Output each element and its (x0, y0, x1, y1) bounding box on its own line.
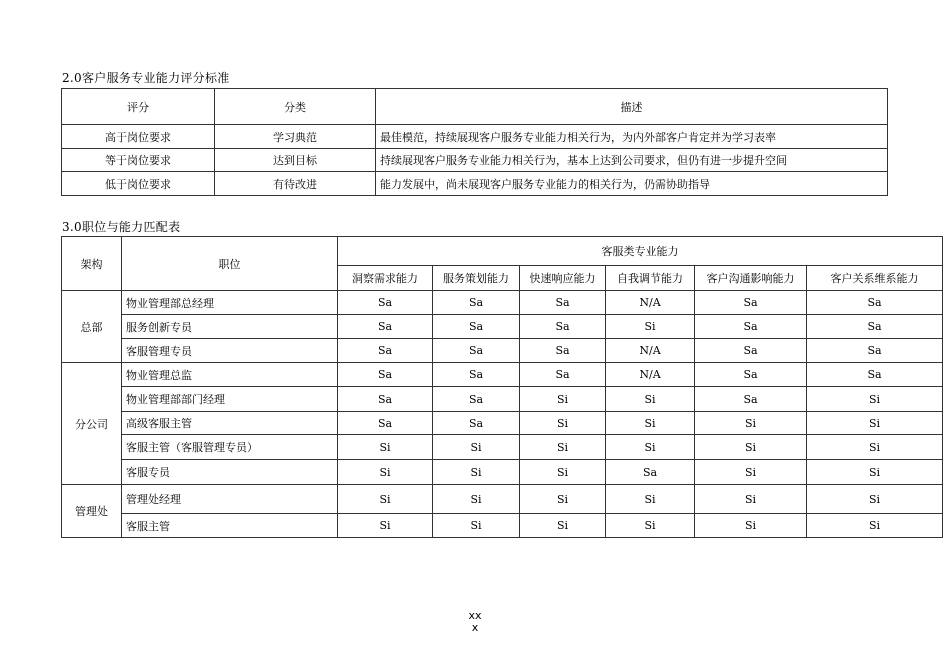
description-cell: 能力发展中，尚未展现客户服务专业能力的相关行为，仍需协助指导 (376, 172, 888, 196)
position-cell: 物业管理部部门经理 (122, 387, 338, 412)
value-cell: Si (606, 485, 695, 514)
header-competency: 服务策划能力 (433, 266, 520, 291)
value-cell: Sa (520, 315, 606, 339)
position-cell: 客服管理专员 (122, 339, 338, 363)
position-cell: 管理处经理 (122, 485, 338, 514)
value-cell: Sa (433, 363, 520, 387)
value-cell: N/A (606, 339, 695, 363)
position-cell: 高级客服主管 (122, 412, 338, 435)
category-cell: 学习典范 (215, 125, 376, 149)
value-cell: Si (520, 460, 606, 485)
value-cell: Si (807, 485, 943, 514)
value-cell: Si (338, 460, 433, 485)
header-rating: 评分 (62, 89, 215, 125)
value-cell: Si (807, 435, 943, 460)
rating-cell: 高于岗位要求 (62, 125, 215, 149)
description-cell: 持续展现客户服务专业能力相关行为，基本上达到公司要求，但仍有进一步提升空间 (376, 149, 888, 172)
rating-cell: 低于岗位要求 (62, 172, 215, 196)
table-row (62, 514, 943, 538)
position-cell: 物业管理总监 (122, 363, 338, 387)
value-cell: Si (695, 485, 807, 514)
table-row (62, 291, 943, 315)
value-cell: Sa (433, 291, 520, 315)
org-cell: 总部 (62, 291, 122, 363)
value-cell: Sa (433, 339, 520, 363)
value-cell: Si (433, 485, 520, 514)
table-row (62, 339, 943, 363)
table-row (62, 363, 943, 387)
value-cell: Sa (695, 315, 807, 339)
value-cell: Sa (807, 363, 943, 387)
competency-header-row (62, 237, 943, 266)
category-cell: 有待改进 (215, 172, 376, 196)
value-cell: Si (606, 412, 695, 435)
table-row (62, 412, 943, 435)
header-competency: 客户沟通影响能力 (695, 266, 807, 291)
table-row (62, 172, 888, 196)
value-cell: Sa (520, 339, 606, 363)
table-row (62, 125, 888, 149)
position-cell: 服务创新专员 (122, 315, 338, 339)
value-cell: Si (606, 514, 695, 538)
org-cell: 分公司 (62, 363, 122, 485)
value-cell: Sa (520, 363, 606, 387)
value-cell: Sa (520, 291, 606, 315)
table-row (62, 460, 943, 485)
position-cell: 客服专员 (122, 460, 338, 485)
value-cell: Sa (606, 460, 695, 485)
value-cell: Si (433, 514, 520, 538)
header-competency: 快速响应能力 (520, 266, 606, 291)
header-description: 描述 (376, 89, 888, 125)
value-cell: Sa (695, 339, 807, 363)
header-category: 分类 (215, 89, 376, 125)
value-cell: Sa (695, 291, 807, 315)
value-cell: Si (606, 435, 695, 460)
position-cell: 客服主管 (122, 514, 338, 538)
value-cell: Sa (338, 363, 433, 387)
value-cell: Si (433, 460, 520, 485)
rating-header-row (62, 89, 888, 125)
org-cell: 管理处 (62, 485, 122, 538)
header-competency: 自我调节能力 (606, 266, 695, 291)
value-cell: Sa (338, 387, 433, 412)
value-cell: Si (695, 514, 807, 538)
value-cell: Sa (338, 315, 433, 339)
header-competency: 客户关系维系能力 (807, 266, 943, 291)
category-cell: 达到目标 (215, 149, 376, 172)
value-cell: Si (606, 387, 695, 412)
header-position: 职位 (122, 237, 338, 291)
value-cell: Sa (433, 387, 520, 412)
footer-line-2: x (471, 621, 479, 634)
position-cell: 物业管理部总经理 (122, 291, 338, 315)
section-2-title: 3.0职位与能力匹配表 (62, 220, 181, 234)
table-row (62, 315, 943, 339)
value-cell: Sa (433, 412, 520, 435)
value-cell: Si (433, 435, 520, 460)
value-cell: Sa (807, 291, 943, 315)
value-cell: Sa (338, 291, 433, 315)
value-cell: Sa (695, 387, 807, 412)
value-cell: Si (606, 315, 695, 339)
table-row (62, 435, 943, 460)
footer-line-1: xx (468, 609, 482, 622)
rating-standard-table (61, 88, 888, 196)
value-cell: Si (520, 485, 606, 514)
value-cell: Si (807, 412, 943, 435)
value-cell: Si (338, 514, 433, 538)
table-row (62, 149, 888, 172)
value-cell: Si (807, 460, 943, 485)
description-cell: 最佳模范，持续展现客户服务专业能力相关行为，为内外部客户肯定并为学习表率 (376, 125, 888, 149)
header-org: 架构 (62, 237, 122, 291)
position-competency-table (61, 236, 943, 538)
value-cell: Sa (338, 339, 433, 363)
value-cell: Si (520, 387, 606, 412)
value-cell: Si (695, 412, 807, 435)
value-cell: Si (807, 514, 943, 538)
value-cell: Sa (338, 412, 433, 435)
value-cell: Si (807, 387, 943, 412)
value-cell: Sa (807, 339, 943, 363)
header-competency: 洞察需求能力 (338, 266, 433, 291)
value-cell: N/A (606, 363, 695, 387)
rating-cell: 等于岗位要求 (62, 149, 215, 172)
value-cell: Si (520, 514, 606, 538)
value-cell: Si (520, 435, 606, 460)
value-cell: Si (338, 485, 433, 514)
header-competency-group: 客服类专业能力 (338, 237, 943, 266)
position-cell: 客服主管（客服管理专员） (122, 435, 338, 460)
value-cell: N/A (606, 291, 695, 315)
table-row (62, 485, 943, 514)
table-row (62, 387, 943, 412)
value-cell: Si (695, 435, 807, 460)
section-1-title: 2.0客户服务专业能力评分标准 (62, 71, 230, 85)
value-cell: Sa (695, 363, 807, 387)
value-cell: Si (695, 460, 807, 485)
value-cell: Sa (807, 315, 943, 339)
value-cell: Si (520, 412, 606, 435)
value-cell: Sa (433, 315, 520, 339)
value-cell: Si (338, 435, 433, 460)
